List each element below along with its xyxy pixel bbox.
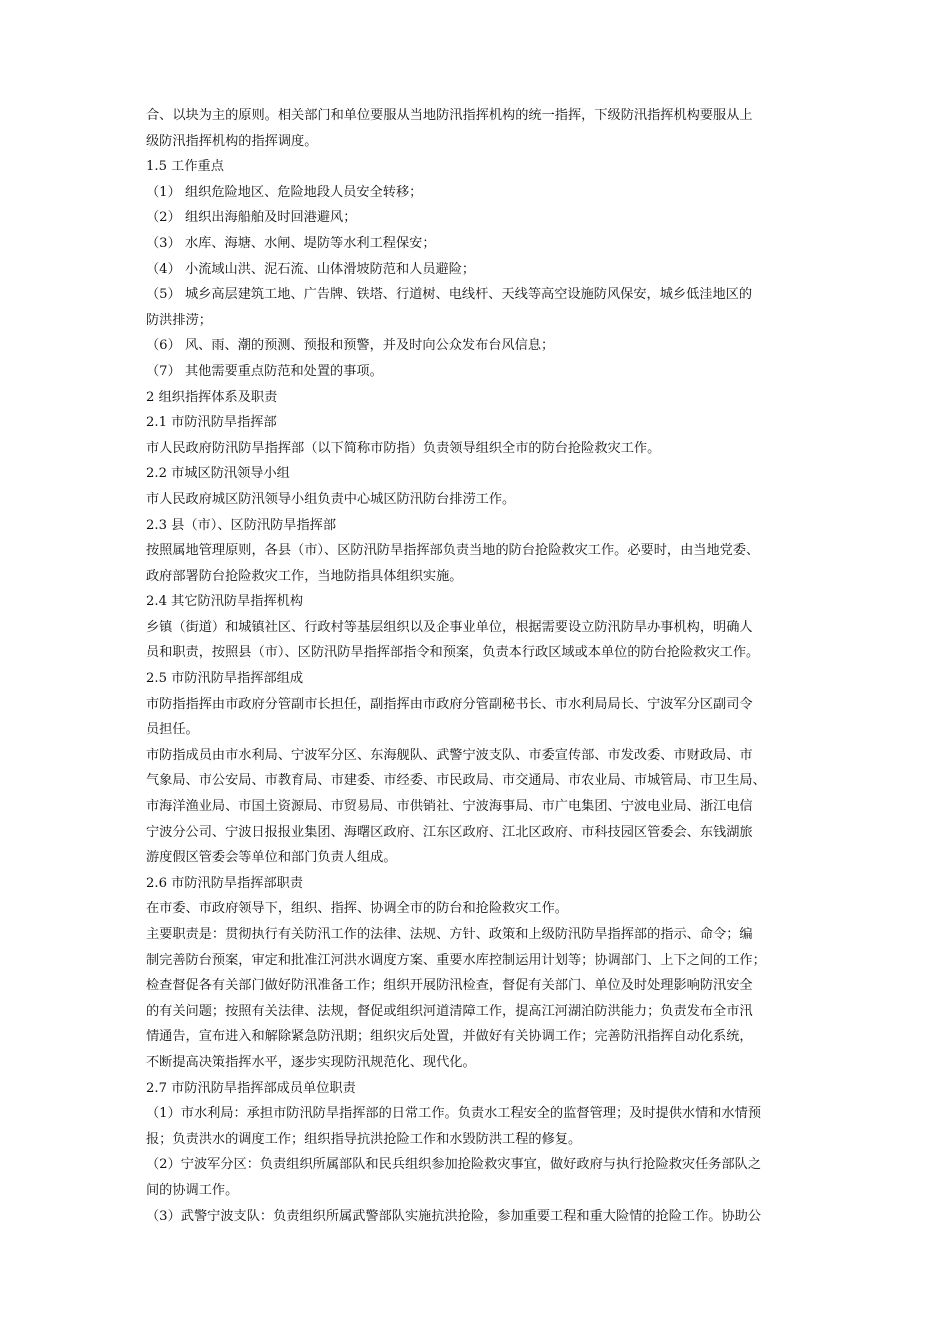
list-item: （1） 组织危险地区、危险地段人员安全转移； — [146, 184, 423, 200]
text-line: 间的协调工作。 — [146, 1182, 239, 1198]
section-heading: 1.5 工作重点 — [146, 159, 224, 175]
text-line: 按照属地管理原则，各县（市）、区防汛防旱指挥部负责当地的防台抢险救灾工作。必要时，由当地党委、 — [146, 543, 760, 559]
text-line: 政府部署防台抢险救灾工作，当地防指具体组织实施。 — [146, 568, 463, 584]
list-item: （2）宁波军分区：负责组织所属部队和民兵组织参加抢险救灾事宜，做好政府与执行抢险救灾任务部队之 — [146, 1157, 762, 1173]
document-body — [146, 103, 812, 1229]
section-heading: 2.1 市防汛防旱指挥部 — [146, 415, 277, 431]
text-line: 市人民政府防汛防旱指挥部（以下简称市防指）负责领导组织全市的防台抢险救灾工作。 — [146, 440, 661, 456]
list-item: （6） 风、雨、潮的预测、预报和预警，并及时向公众发布台风信息； — [146, 338, 555, 354]
text-line: 市海洋渔业局、市国土资源局、市贸易局、市供销社、宁波海事局、市广电集团、宁波电业局、浙江电信 — [146, 799, 753, 815]
section-heading: 2.4 其它防汛防旱指挥机构 — [146, 594, 304, 610]
text-line: 市防指指挥由市政府分管副市长担任，副指挥由市政府分管副秘书长、市水利局局长、宁波军分区副司令 — [146, 696, 753, 712]
text-line: 游度假区管委会等单位和部门负责人组成。 — [146, 850, 397, 866]
text-line: 合、以块为主的原则。相关部门和单位要服从当地防汛指挥机构的统一指挥，下级防汛指挥机构要服从上 — [146, 108, 753, 123]
list-item: （1）市水利局：承担市防汛防旱指挥部的日常工作。负责水工程安全的监督管理；及时提供水情和水情预 — [146, 1106, 762, 1122]
text-line: 报；负责洪水的调度工作；组织指导抗洪抢险工作和水毁防洪工程的修复。 — [146, 1131, 582, 1147]
text-line: 在市委、市政府领导下，组织、指挥、协调全市的防台和抢险救灾工作。 — [146, 901, 568, 917]
section-heading: 2.5 市防汛防旱指挥部组成 — [146, 671, 304, 687]
text-line: 不断提高决策指挥水平，逐步实现防汛规范化、现代化。 — [146, 1054, 476, 1070]
section-heading: 2.2 市城区防汛领导小组 — [146, 466, 290, 482]
text-line: 级防汛指挥机构的指挥调度。 — [146, 133, 318, 149]
section-heading: 2.3 县（市）、区防汛防旱指挥部 — [146, 517, 337, 533]
text-line: 防洪排涝； — [146, 312, 212, 328]
section-heading: 2 组织指挥体系及职责 — [146, 389, 278, 405]
text-line: 乡镇（街道）和城镇社区、行政村等基层组织以及企事业单位，根据需要设立防汛防旱办事机构，明确人 — [146, 619, 753, 635]
text-line: 检查督促各有关部门做好防汛准备工作；组织开展防汛检查，督促有关部门、单位及时处理影响防汛安全 — [146, 978, 753, 994]
text-line: 员担任。 — [146, 722, 199, 738]
text-line: 气象局、市公安局、市教育局、市建委、市经委、市民政局、市交通局、市农业局、市城管局、市卫生局、 — [146, 773, 766, 789]
list-item: （4） 小流域山洪、泥石流、山体滑坡防范和人员避险； — [146, 261, 476, 277]
text-line: 宁波分公司、宁波日报报业集团、海曙区政府、江东区政府、江北区政府、市科技园区管委会、东钱湖旅 — [146, 824, 753, 840]
section-heading: 2.6 市防汛防旱指挥部职责 — [146, 875, 304, 891]
text-line: 制完善防台预案，审定和批准江河洪水调度方案、重要水库控制运用计划等；协调部门、上下之间的工作； — [146, 952, 766, 968]
list-item: （5） 城乡高层建筑工地、广告牌、铁塔、行道树、电线杆、天线等高空设施防风保安，城乡低洼地区的 — [146, 287, 753, 303]
list-item: （7） 其他需要重点防范和处置的事项。 — [146, 363, 383, 379]
list-item: （3） 水库、海塘、水闸、堤防等水利工程保安； — [146, 235, 436, 251]
text-line: 市人民政府城区防汛领导小组负责中心城区防汛防台排涝工作。 — [146, 491, 516, 507]
text-line: 市防指成员由市水利局、宁波军分区、东海舰队、武警宁波支队、市委宣传部、市发改委、市财政局、市 — [146, 747, 753, 763]
section-heading: 2.7 市防汛防旱指挥部成员单位职责 — [146, 1080, 356, 1096]
text-line: 情通告，宣布进入和解除紧急防汛期；组织灾后处置，并做好有关协调工作；完善防汛指挥自动化系统， — [146, 1029, 753, 1045]
list-item: （2） 组织出海船舶及时回港避风； — [146, 210, 357, 226]
text-line: 主要职责是：贯彻执行有关防汛工作的法律、法规、方针、政策和上级防汛防旱指挥部的指示、命令；编 — [146, 927, 753, 942]
text-line: 的有关问题；按照有关法律、法规，督促或组织河道清障工作，提高江河湖泊防洪能力；负责发布全市汛 — [146, 1003, 753, 1019]
list-item: （3）武警宁波支队：负责组织所属武警部队实施抗洪抢险，参加重要工程和重大险情的抢险工作。协助公 — [146, 1208, 762, 1224]
text-line: 员和职责，按照县（市）、区防汛防旱指挥部指令和预案，负责本行政区域或本单位的防台抢险救灾工作。 — [146, 645, 760, 661]
